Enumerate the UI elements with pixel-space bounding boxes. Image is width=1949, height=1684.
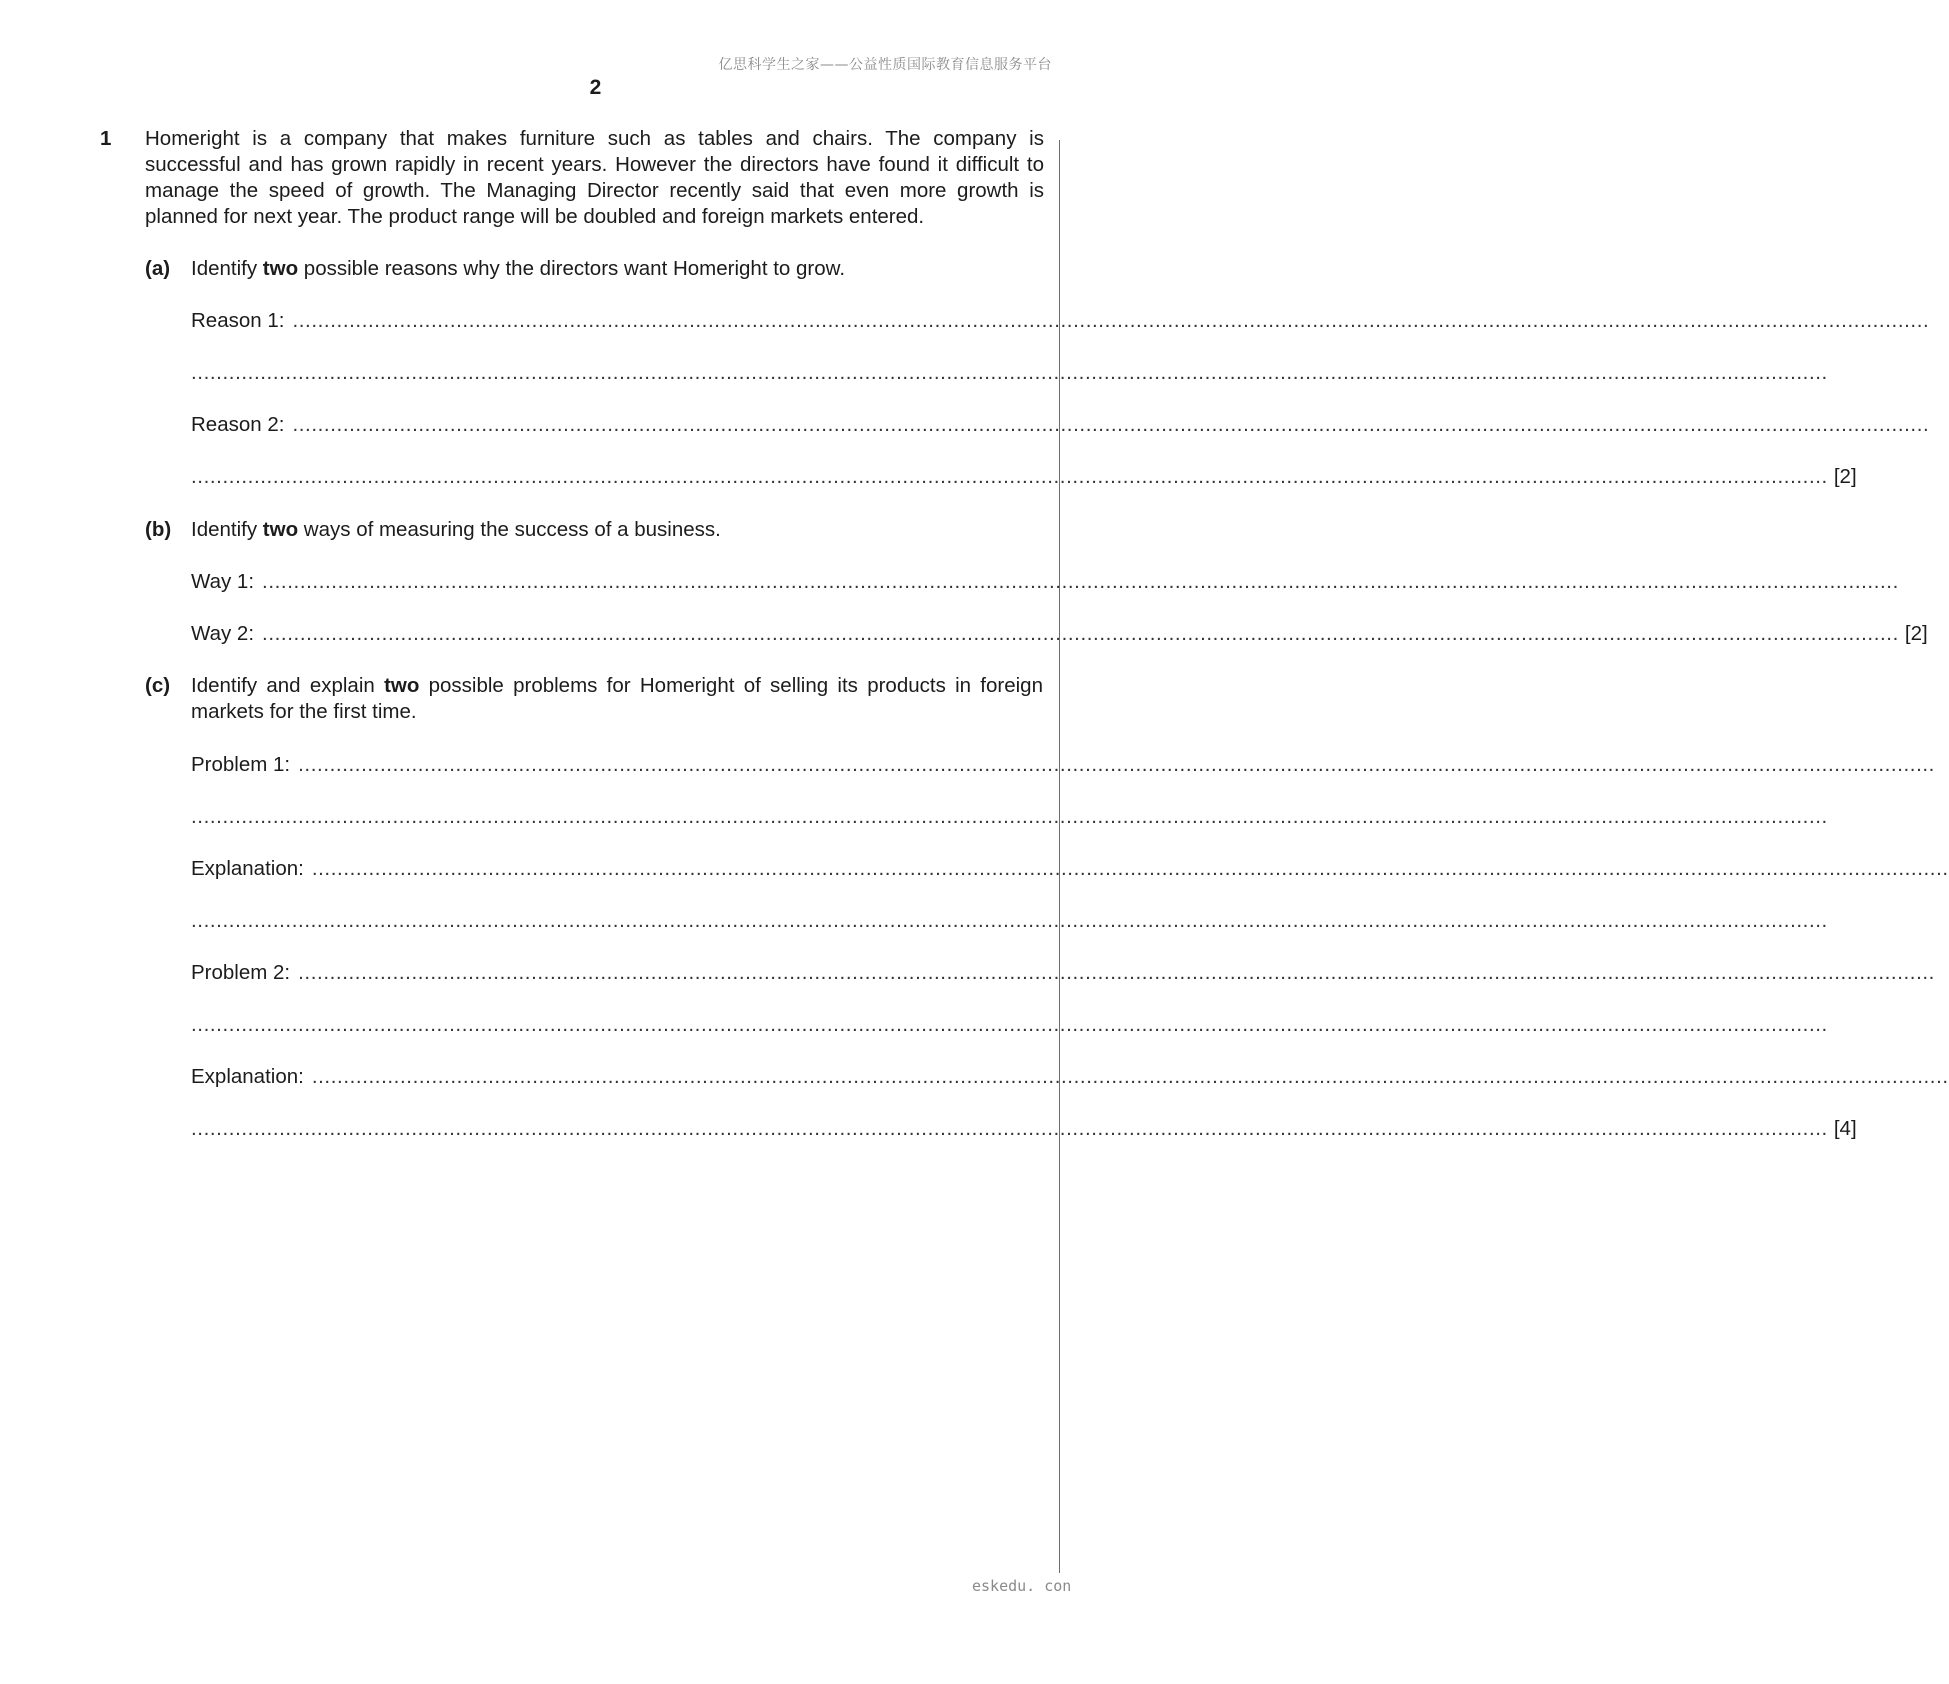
page-number: 2 <box>589 76 602 99</box>
marks-c: [4] <box>1833 1117 1857 1140</box>
answer-line-problem-2[interactable]: Problem 2: .................................................................................................................................................................................................................................................................... <box>191 961 1935 984</box>
part-c-prompt: Identify and explain two possible problems for Homeright of selling its products in foreign markets for the first time. <box>191 674 1043 723</box>
answer-line-explanation-2[interactable]: Explanation: .................................................................................................................................................................................................................................................................... <box>191 1065 1949 1088</box>
answer-line-explanation-2-cont[interactable]: .................................................................................................................................................................................................................................................................... [4] <box>191 1117 1857 1140</box>
part-c-label: (c) <box>145 674 171 697</box>
answer-line-reason-1-cont[interactable]: .................................................................................................................................................................................................................................................................... <box>191 361 1828 384</box>
part-b-prompt: Identify two ways of measuring the success of a business. <box>191 518 721 541</box>
footer-watermark: eskedu. con <box>972 1577 1072 1595</box>
marks-b: [2] <box>1904 622 1928 645</box>
answer-line-way-2[interactable]: Way 2: .................................................................................................................................................................................................................................................................... [2] <box>191 622 1928 645</box>
question-stem: Homeright is a company that makes furniture such as tables and chairs. The company is successful and has grown rapidly in recent years. However the directors have found it difficult to manage the speed of growth. The Managing Director recently said that even more growth is planned for next year. The product range will be doubled and foreign markets entered. <box>145 127 1044 228</box>
answer-line-problem-1-cont[interactable]: .................................................................................................................................................................................................................................................................... <box>191 805 1828 828</box>
problem-1-label: Problem 1: <box>191 753 291 776</box>
answer-line-way-1[interactable]: Way 1: .................................................................................................................................................................................................................................................................... <box>191 570 1899 593</box>
marks-a: [2] <box>1833 465 1857 488</box>
answer-line-reason-1[interactable]: Reason 1: .................................................................................................................................................................................................................................................................... <box>191 309 1930 332</box>
way-2-label: Way 2: <box>191 622 255 645</box>
answer-line-reason-2-cont[interactable]: .................................................................................................................................................................................................................................................................... [2] <box>191 465 1857 488</box>
answer-line-problem-2-cont[interactable]: .................................................................................................................................................................................................................................................................... <box>191 1013 1828 1036</box>
header-watermark: 亿思科学生之家——公益性质国际教育信息服务平台 <box>718 57 1052 73</box>
answer-line-reason-2[interactable]: Reason 2: .................................................................................................................................................................................................................................................................... <box>191 413 1930 436</box>
problem-2-label: Problem 2: <box>191 961 291 984</box>
explanation-1-label: Explanation: <box>191 857 304 880</box>
way-1-label: Way 1: <box>191 570 255 593</box>
answer-line-explanation-1-cont[interactable]: .................................................................................................................................................................................................................................................................... <box>191 909 1828 932</box>
part-a-prompt: Identify two possible reasons why the directors want Homeright to grow. <box>191 257 846 280</box>
reason-2-label: Reason 2: <box>191 413 285 436</box>
part-b-label: (b) <box>145 518 172 541</box>
answer-line-problem-1[interactable]: Problem 1: .................................................................................................................................................................................................................................................................... <box>191 753 1935 776</box>
reason-1-label: Reason 1: <box>191 309 285 332</box>
question-number: 1 <box>100 127 112 150</box>
part-a-label: (a) <box>145 257 171 280</box>
explanation-2-label: Explanation: <box>191 1065 304 1088</box>
answer-line-explanation-1[interactable]: Explanation: .................................................................................................................................................................................................................................................................... <box>191 857 1949 880</box>
